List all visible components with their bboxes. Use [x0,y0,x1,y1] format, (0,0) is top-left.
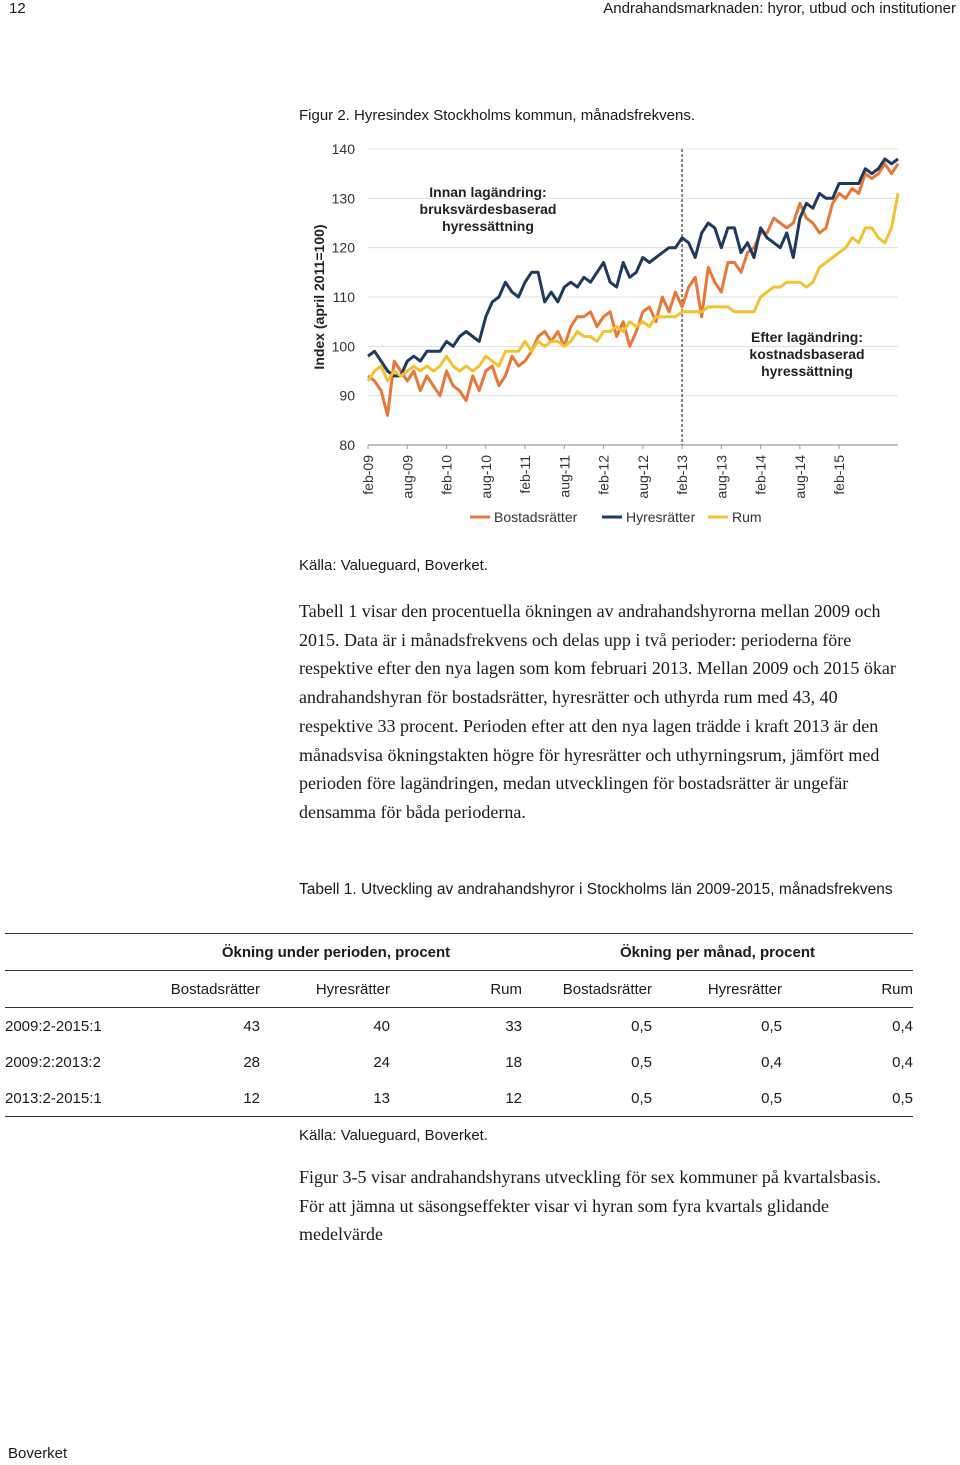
figure-caption: Figur 2. Hyresindex Stockholms kommun, månadsfrekvens. [299,107,695,124]
page-number: 12 [9,0,26,17]
table-cell: 0,5 [652,1008,782,1045]
table-cell: 0,5 [522,1080,652,1117]
x-tick-label: feb-11 [517,455,534,494]
table-column-header-row [5,971,913,1008]
row-label: 2009:2:2013:2 [5,1053,101,1071]
y-tick-label: 80 [339,437,355,453]
body-paragraph-1: Tabell 1 visar den procentuella ökningen av andrahandshyrorna mellan 2009 och 2015. Data är i månadsfrekvens och delas upp i två perioder: perioderna före respektive efter den nya lagen som kom februari 2013. Mellan 2009 och 2015 ökar andrahandshyran för bostadsrätter, hyresrätter och uthyrda rum med 43, 40 respektive 33 procent. Perioden efter att den nya lagen trädde i kraft 2013 är den månadsvisa ökningstakten högre för hyresrätter och uthyrningsrum, jämfört med perioden före lagändringen, medan utvecklingen för bostadsrätter är ungefär densamma för båda perioderna. [299,601,896,822]
table-cell: 0,5 [782,1080,913,1117]
group-header-period: Ökning under perioden, procent [150,934,522,971]
table-cell: 12 [390,1080,522,1117]
table-cell: 0,4 [892,1053,913,1071]
col-header: Bostadsrätter [150,971,260,1008]
table-group-header-row [5,934,913,971]
col-header: Bostadsrätter [522,971,652,1008]
x-tick-label: aug-12 [634,455,651,499]
y-tick-label: 110 [332,289,355,305]
table-cell: 0,4 [761,1053,782,1071]
x-tick-label: feb-15 [831,455,848,495]
annotation-text: kostnadsbaserad [749,346,865,362]
x-tick-label: feb-13 [674,455,691,495]
annotation-text: Efter lagändring: [750,329,864,345]
y-tick-label: 120 [331,239,355,256]
x-tick-label: aug-11 [556,455,573,498]
annotation-text: hyressättning [442,218,534,234]
table-cell: 0,5 [522,1008,652,1045]
legend-label: Bostadsrätter [494,509,578,525]
footer-publisher: Boverket [8,1445,68,1462]
x-tick-label: feb-12 [595,455,612,495]
table-caption: Tabell 1. Utveckling av andrahandshyror i Stockholms län 2009-2015, månadsfrekvens [299,881,893,898]
table-cell: 40 [260,1008,390,1045]
table-row [5,1080,913,1117]
table-cell: 0,5 [631,1053,652,1071]
body-paragraph-2: Figur 3-5 visar andrahandshyrans utveckling för sex kommuner på kvartalsbasis. För att jämna ut säsongseffekter visar vi hyran som fyra kvartals glidande medelvärde [299,1167,881,1245]
table-cell: 18 [505,1053,522,1071]
table-cell: 13 [260,1080,390,1117]
running-title: Andrahandsmarknaden: hyror, utbud och institutioner [603,0,956,17]
col-header: Hyresrätter [652,971,782,1008]
table-source: Källa: Valueguard, Boverket. [299,1127,489,1144]
table-cell: 43 [150,1008,260,1045]
group-header-monthly: Ökning per månad, procent [522,934,913,971]
col-header: Hyresrätter [260,971,390,1008]
annotation-text: hyressättning [761,363,853,379]
y-tick-label: 90 [339,387,355,404]
x-tick-label: feb-10 [438,455,455,495]
table-cell: 0,5 [652,1080,782,1117]
x-tick-label: aug-10 [477,455,494,499]
x-tick-label: feb-09 [360,455,376,495]
col-header: Rum [390,971,522,1008]
y-tick-label: 100 [331,338,355,355]
x-tick-label: aug-13 [713,455,730,499]
legend-label: Rum [732,509,762,525]
figure-source: Källa: Valueguard, Boverket. [299,557,489,574]
table-cell: 12 [150,1080,260,1117]
table-row [5,1008,913,1045]
x-tick-label: aug-09 [399,455,416,499]
y-axis-label: Index (april 2011=100) [311,224,327,370]
row-label: 2009:2-2015:1 [5,1008,150,1045]
x-tick-label: aug-14 [791,455,808,499]
table-cell: 33 [390,1008,522,1045]
data-table [5,933,913,1117]
col-header: Rum [782,971,913,1008]
annotation-text: Innan lagändring: [429,184,547,200]
y-tick-label: 140 [331,141,355,157]
table-cell: 24 [373,1053,390,1071]
row-label: 2013:2-2015:1 [5,1080,150,1117]
annotation-text: bruksvärdesbaserad [419,201,557,217]
table-cell: 28 [243,1053,260,1071]
line-chart [300,135,920,535]
legend-label: Hyresrätter [626,509,696,525]
table-cell: 0,4 [782,1008,913,1045]
x-tick-label: feb-14 [752,455,769,495]
table-row [5,1044,913,1080]
y-tick-label: 130 [331,190,355,207]
